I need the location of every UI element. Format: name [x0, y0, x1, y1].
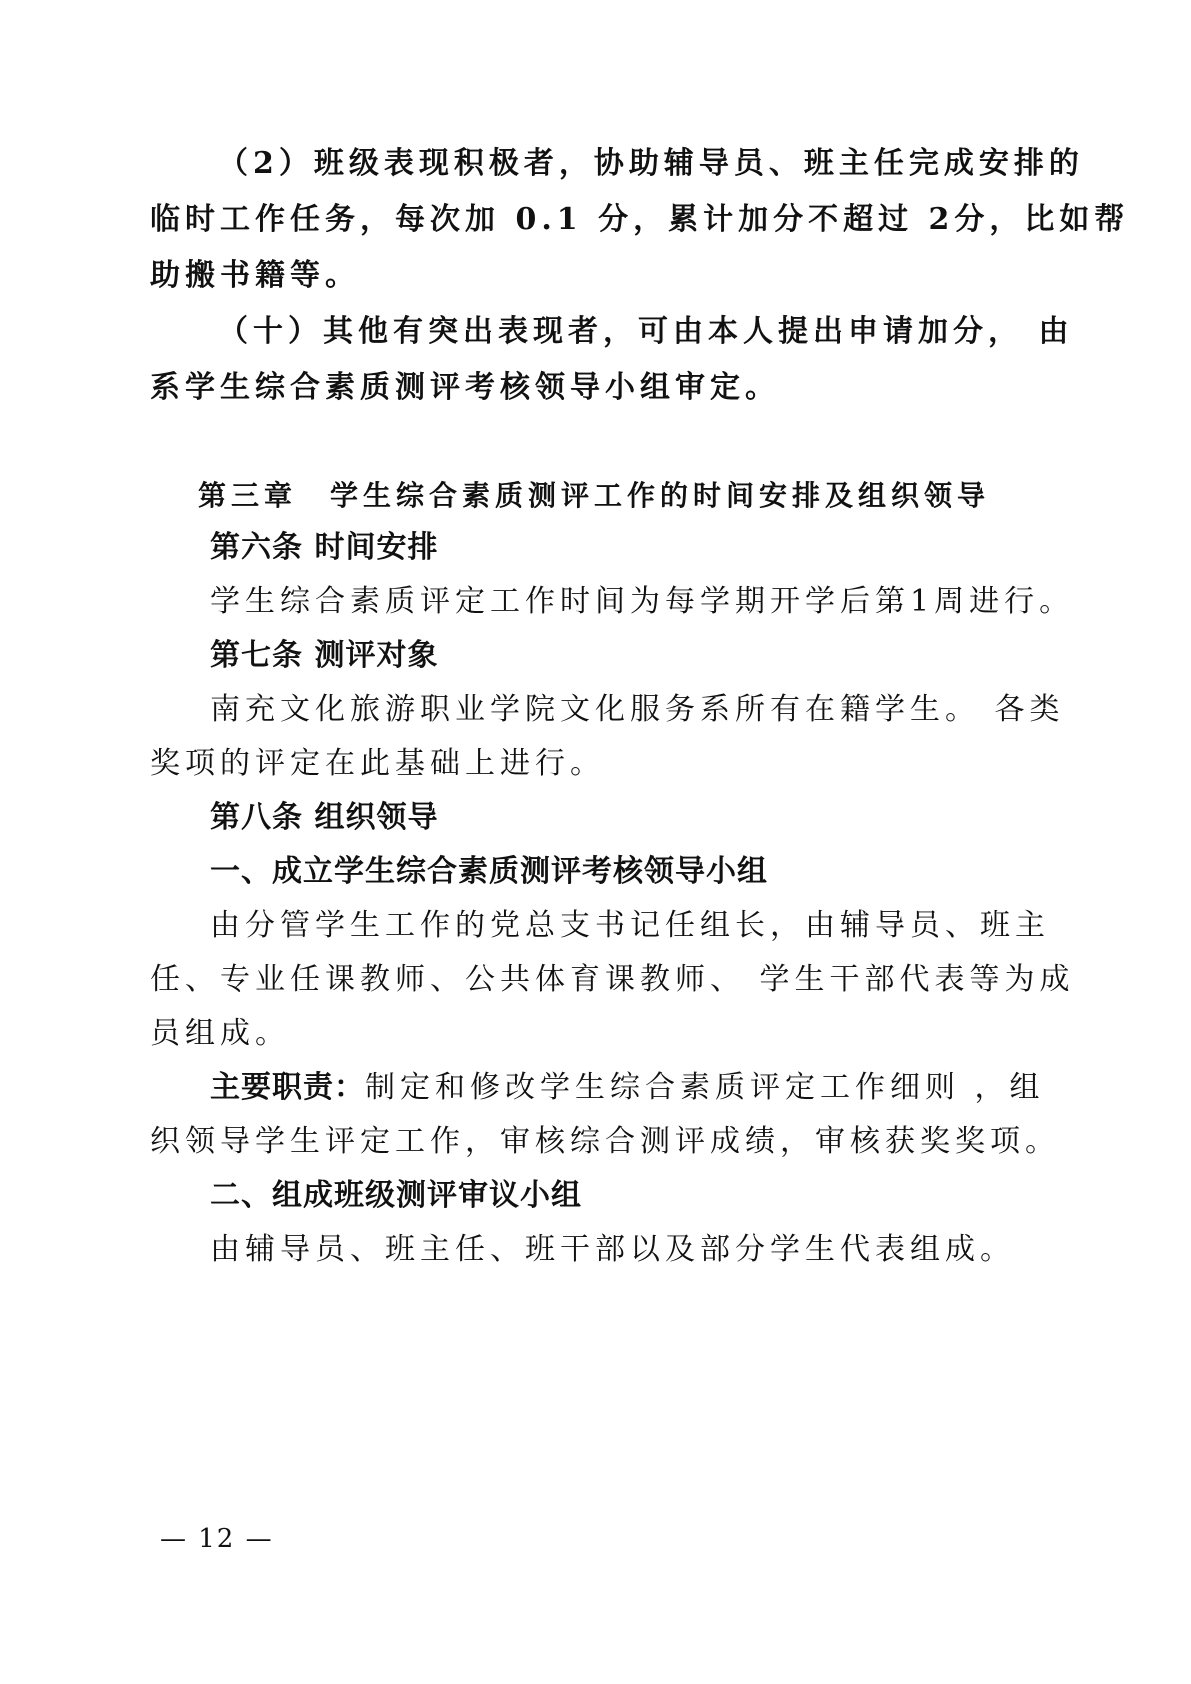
article-8-heading: 第八条 组织领导 [210, 800, 439, 835]
item-2-line-1: （2）班级表现积极者，协助辅导员、班主任完成安排的 [218, 146, 1084, 181]
section-1-body-line-2: 任、专业任课教师、公共体育课教师、 学生干部代表等为成 [150, 962, 1075, 997]
article-6-heading: 第六条 时间安排 [210, 530, 439, 565]
section-2-heading: 二、组成班级测评审议小组 [210, 1178, 582, 1213]
chapter-3-heading: 第三章 学生综合素质测评工作的时间安排及组织领导 [198, 479, 991, 512]
duties-line-1 [210, 1068, 1045, 1108]
section-2-body: 由辅导员、班主任、班干部以及部分学生代表组成。 [210, 1232, 1015, 1267]
item-10-line-1: （十）其他有突出表现者，可由本人提出申请加分， 由 [218, 314, 1074, 349]
item-10-line-2: 系学生综合素质测评考核领导小组审定。 [150, 370, 780, 405]
duties-label: 主要职责： [210, 1070, 365, 1105]
section-1-body-line-1: 由分管学生工作的党总支书记任组长，由辅导员、班主 [210, 908, 1050, 943]
page-number: — 12 — [160, 1524, 274, 1554]
item-2-line-2: 临时工作任务，每次加 0.1 分，累计加分不超过 2分，比如帮 [150, 202, 1130, 237]
article-7-body-line-2: 奖项的评定在此基础上进行。 [150, 746, 605, 781]
duties-text: 制定和修改学生综合素质评定工作细则 ，组 [365, 1070, 1045, 1105]
duties-line-2: 织领导学生评定工作，审核综合测评成绩，审核获奖奖项。 [150, 1124, 1060, 1159]
item-2-line-3: 助搬书籍等。 [150, 258, 360, 293]
article-7-heading: 第七条 测评对象 [210, 638, 439, 673]
section-1-body-line-3: 员组成。 [150, 1016, 290, 1051]
article-6-body: 学生综合素质评定工作时间为每学期开学后第1周进行。 [210, 584, 1075, 619]
section-1-heading: 一、成立学生综合素质测评考核领导小组 [210, 854, 768, 889]
article-7-body-line-1: 南充文化旅游职业学院文化服务系所有在籍学生。 各类 [210, 692, 1065, 727]
